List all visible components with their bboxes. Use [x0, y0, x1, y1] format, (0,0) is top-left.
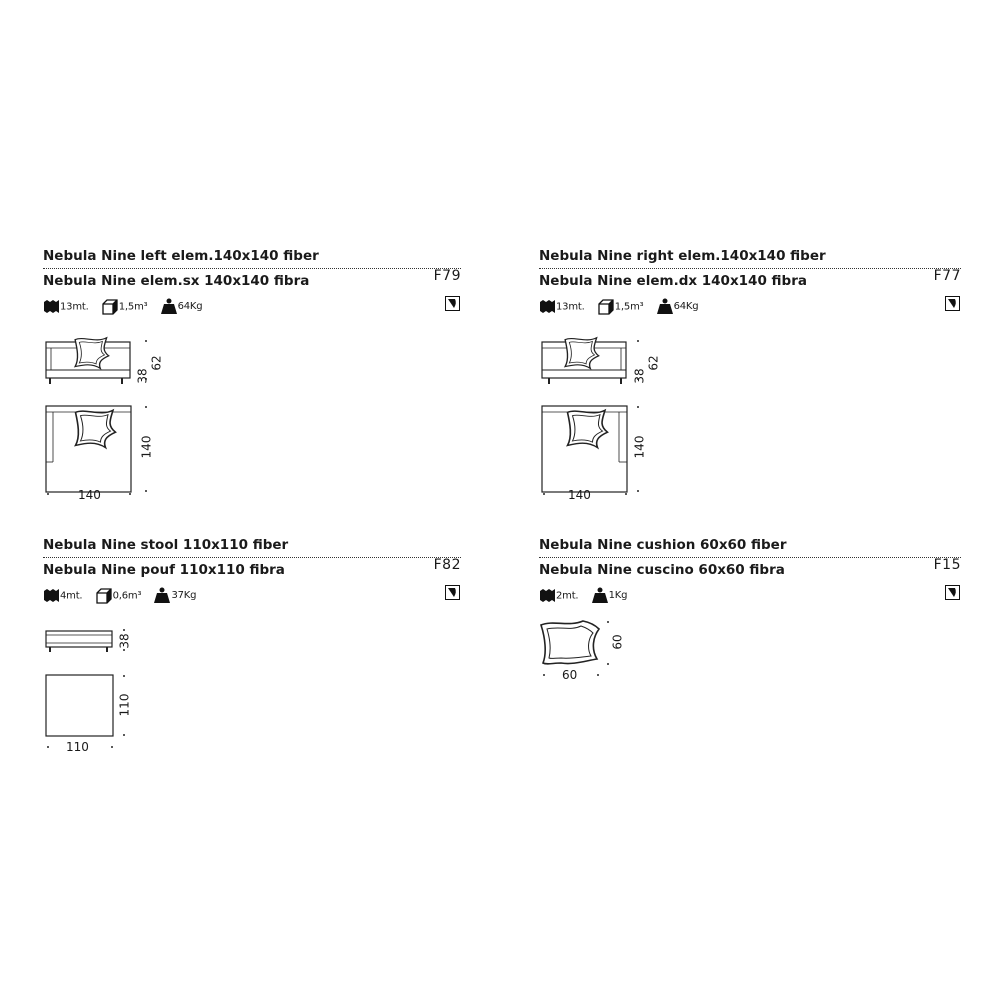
fabric-care-icon [445, 296, 461, 312]
front-view-drawing [45, 629, 115, 657]
fabric-swatch-icon [539, 300, 556, 314]
width-label: 140 [568, 488, 591, 502]
seat-height-label: 38 [135, 368, 150, 384]
spec-row [539, 587, 637, 604]
product-name-en: Nebula Nine left elem.140x140 fiber [43, 248, 319, 264]
depth-label: 110 [117, 693, 132, 717]
fabric-care-icon [945, 296, 961, 312]
weight-icon [657, 298, 674, 315]
weight-spec [592, 587, 628, 604]
height-label: 60 [610, 634, 625, 650]
volume-amount: 1,5m³ [118, 301, 148, 312]
fabric-spec [43, 300, 89, 314]
weight-amount: 37Kg [171, 590, 197, 601]
package-box-icon [598, 299, 615, 315]
weight-spec [161, 298, 203, 315]
product-code: F15 [933, 557, 961, 573]
weight-spec [657, 298, 699, 315]
fabric-care-icon [445, 585, 461, 601]
product-name-it: Nebula Nine cuscino 60x60 fibra [539, 562, 785, 578]
product-name-en: Nebula Nine right elem.140x140 fiber [539, 248, 826, 264]
fabric-spec [539, 300, 585, 314]
fabric-swatch-icon [43, 589, 60, 603]
product-name-en: Nebula Nine cushion 60x60 fiber [539, 537, 787, 553]
spec-row [43, 587, 206, 604]
weight-amount: 1Kg [608, 590, 628, 601]
product-code: F79 [433, 268, 461, 284]
weight-icon [592, 587, 609, 604]
product-name-it: Nebula Nine elem.dx 140x140 fibra [539, 273, 807, 289]
volume-spec [598, 299, 644, 315]
fabric-amount: 13mt. [556, 301, 585, 312]
width-label: 110 [66, 740, 89, 754]
fabric-amount: 13mt. [60, 301, 89, 312]
volume-spec [96, 588, 142, 604]
fabric-spec [539, 589, 578, 603]
volume-amount: 0,6m³ [112, 590, 142, 601]
fabric-spec [43, 589, 82, 603]
total-height-label: 62 [149, 355, 164, 371]
height-label: 38 [117, 633, 132, 649]
total-height-label: 62 [646, 355, 661, 371]
front-view-drawing [45, 340, 135, 386]
package-box-icon [96, 588, 113, 604]
volume-amount: 1,5m³ [614, 301, 644, 312]
depth-label: 140 [632, 435, 647, 459]
width-label: 60 [562, 668, 578, 682]
product-name-it: Nebula Nine elem.sx 140x140 fibra [43, 273, 310, 289]
weight-icon [154, 587, 171, 604]
fabric-amount: 4mt. [60, 590, 83, 601]
fabric-amount: 2mt. [556, 590, 579, 601]
fabric-swatch-icon [43, 300, 60, 314]
dotted-divider [539, 557, 961, 558]
weight-spec [154, 587, 196, 604]
dotted-divider [539, 268, 961, 269]
product-name-en: Nebula Nine stool 110x110 fiber [43, 537, 289, 553]
spec-row [43, 298, 212, 315]
product-code: F77 [933, 268, 961, 284]
top-view-drawing [45, 675, 117, 745]
width-label: 140 [78, 488, 101, 502]
weight-amount: 64Kg [673, 301, 699, 312]
product-name-it: Nebula Nine pouf 110x110 fibra [43, 562, 285, 578]
package-box-icon [102, 299, 119, 315]
weight-icon [161, 298, 178, 315]
fabric-care-icon [945, 585, 961, 601]
cushion-drawing [539, 619, 603, 669]
dotted-divider [43, 268, 461, 269]
product-code: F82 [433, 557, 461, 573]
fabric-swatch-icon [539, 589, 556, 603]
front-view-drawing [541, 340, 631, 386]
volume-spec [102, 299, 148, 315]
depth-label: 140 [139, 435, 154, 459]
seat-height-label: 38 [632, 368, 647, 384]
weight-amount: 64Kg [177, 301, 203, 312]
spec-row [539, 298, 708, 315]
top-view-drawing [541, 406, 633, 500]
dotted-divider [43, 557, 461, 558]
top-view-drawing [45, 406, 137, 500]
